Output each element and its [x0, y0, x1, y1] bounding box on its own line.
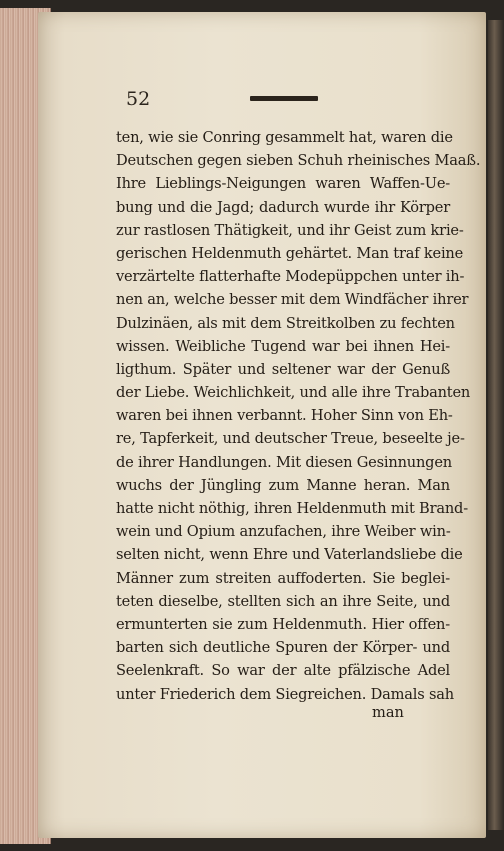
text-line: gerischen Heldenmuth gehärtet. Man traf keine	[116, 244, 464, 262]
text-line: der Liebe. Weichlichkeit, und alle ihre Trabanten	[116, 384, 471, 402]
book-cover-edge	[488, 20, 504, 830]
text-line: de ihrer Handlungen. Mit diesen Gesinnungen	[116, 453, 452, 471]
text-line: hatte nicht nöthig, ihren Heldenmuth mit Brand-	[116, 500, 468, 517]
text-line: Männer zum streiten auffoderten. Sie beglei-	[116, 569, 450, 587]
text-line: barten sich deutliche Spuren der Körper- und	[116, 639, 450, 657]
text-line: verzärtelte flatterhafte Modepüppchen unter ih-	[116, 268, 465, 286]
text-line: selten nicht, wenn Ehre und Vaterlandsliebe die	[116, 546, 463, 564]
text-line: ten, wie sie Conring gesammelt hat, waren die	[116, 129, 453, 146]
text-line: re, Tapferkeit, und deutscher Treue, beseelte je-	[116, 430, 465, 448]
text-line: Seelenkraft. So war der alte pfälzische Adel	[116, 662, 450, 680]
text-line: waren bei ihnen verbannt. Hoher Sinn von Eh-	[116, 407, 453, 425]
header-ornament-rule	[250, 96, 318, 101]
body-text	[116, 126, 481, 706]
catchword: man	[372, 704, 404, 721]
text-line: wissen. Weibliche Tugend war bei ihnen Hei-	[116, 337, 450, 355]
page-number: 52	[126, 88, 151, 110]
text-line: wein und Opium anzufachen, ihre Weiber win-	[116, 523, 451, 541]
text-line: nen an, welche besser mit dem Windfächer ihrer	[116, 291, 469, 309]
text-line: wuchs der Jüngling zum Manne heran. Man	[116, 476, 450, 494]
text-line: unter Friederich dem Siegreichen. Damals sah	[116, 685, 454, 703]
text-line: bung und die Jagd; dadurch wurde ihr Körper	[116, 198, 450, 216]
text-line: ermunterten sie zum Heldenmuth. Hier offen-	[116, 615, 450, 633]
text-line: Dulzinäen, als mit dem Streitkolben zu fechten	[116, 314, 455, 332]
text-line: ligthum. Später und seltener war der Genuß	[116, 360, 450, 378]
text-line: teten dieselbe, stellten sich an ihre Seite, und	[116, 592, 450, 610]
text-line: Ihre Lieblings-Neigungen waren Waffen-Ue-	[116, 175, 450, 193]
text-line: zur rastlosen Thätigkeit, und ihr Geist zum krie-	[116, 221, 464, 239]
text-line: Deutschen gegen sieben Schuh rheinisches Maaß.	[116, 152, 481, 170]
